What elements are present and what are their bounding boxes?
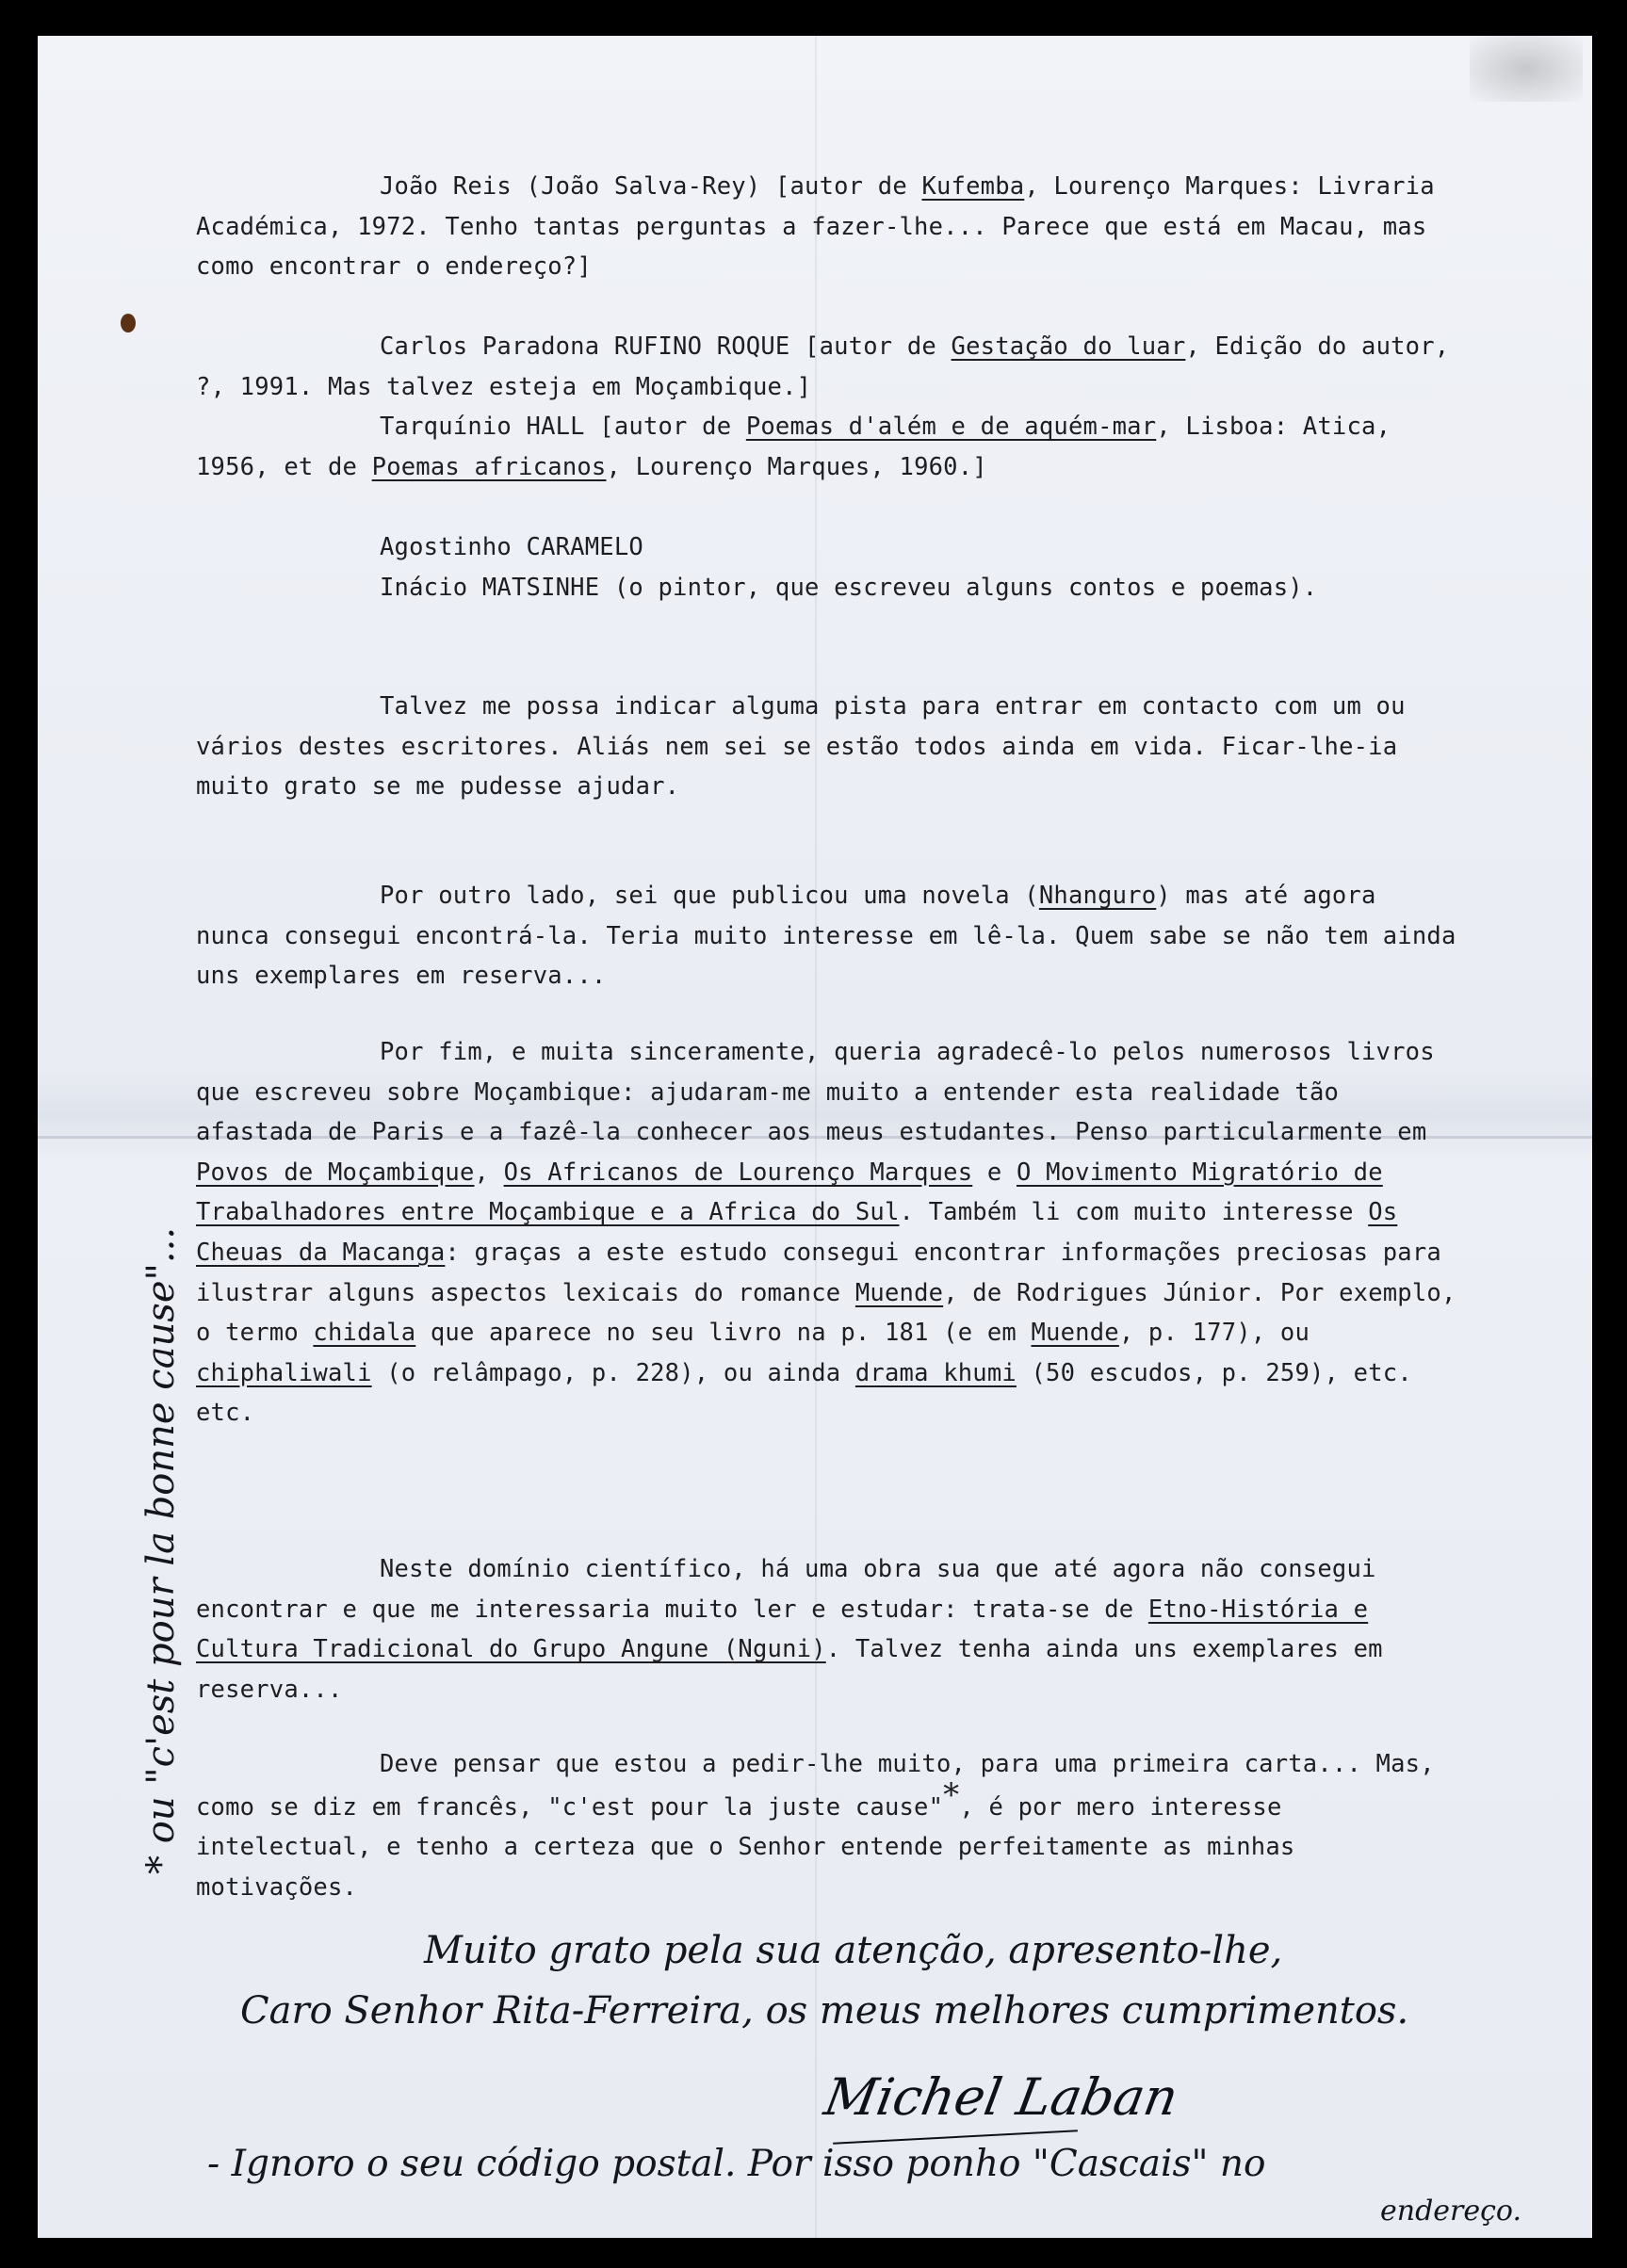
text-run: , Lourenço Marques, 1960.]: [606, 452, 987, 481]
typed-paragraph-etno-historia: [196, 1549, 1458, 1709]
book-title-kufemba: Kufemba: [921, 172, 1025, 201]
term-drama-khumi: drama khumi: [854, 1358, 1017, 1387]
typed-paragraph-rufino-roque: [196, 327, 1458, 407]
book-title-etno-historia: Etno-História e Cultura Tradicional do Grupo Angune (Nguni): [196, 1595, 1369, 1664]
text-run: e: [972, 1158, 1017, 1187]
handwritten-closing-line-2: Caro Senhor Rita-Ferreira, os meus melhores cumprimentos.: [240, 1989, 1409, 2033]
typed-paragraph-nhanguro: [196, 876, 1458, 996]
text-run: (50 escudos, p. 259), etc. etc.: [196, 1358, 1412, 1428]
text-run: Talvez me possa indicar alguma pista para entrar em contacto com um ou vários destes escritores. Aliás nem sei se estão todos ainda em vida. Ficar-lhe-ia muito grato se me pudesse ajudar.: [196, 692, 1406, 802]
book-title-povos: Povos de Moçambique: [196, 1158, 475, 1187]
text-run: Carlos Paradona RUFINO ROQUE [autor de: [380, 332, 952, 361]
text-run: Por outro lado, sei que publicou uma novela (: [380, 882, 1039, 910]
text-run: Inácio MATSINHE (o pintor, que escreveu alguns contos e poemas).: [380, 574, 1318, 602]
handwritten-postscript-line-2: endereço.: [1380, 2195, 1521, 2228]
book-title-africanos-lm: Os Africanos de Lourenço Marques: [503, 1158, 973, 1187]
text-run: Agostinho CARAMELO: [380, 533, 643, 561]
book-title-cheuas: Os Cheuas da Macanga: [196, 1198, 1398, 1267]
text-run: João Reis (João Salva-Rey) [autor de: [380, 172, 922, 201]
handwritten-closing-line-1: Muito grato pela sua atenção, apresento-lhe,: [424, 1929, 1283, 1972]
term-chidala: chidala: [313, 1319, 416, 1348]
typed-paragraph-pista: [196, 687, 1458, 807]
text-run: ,: [474, 1158, 504, 1187]
asterisk-mark: *: [943, 1775, 960, 1814]
handwritten-postscript-line-1: - Ignoro o seu código postal. Por isso ponho "Cascais" no: [207, 2143, 1266, 2185]
book-title-movimento: O Movimento Migratório de Trabalhadores entre Moçambique e a Africa do Sul: [196, 1158, 1383, 1227]
typed-paragraph-matsinhe: [196, 568, 1458, 608]
handwritten-margin-note: * ou "c'est pour la bonne cause"...: [139, 1226, 183, 1874]
text-run: , p. 177), ou: [1118, 1319, 1310, 1348]
text-run: Por fim, e muita sinceramente, queria agradecê-lo pelos numerosos livros que escreveu sobre Moçambique: ajudaram-me muito a entender esta realidade tão afastada de Paris e a fazê-la conhecer aos meus estudantes. Penso particularmente em: [196, 1038, 1435, 1147]
text-run: , Lourenço Marques: Livraria Académica, 1972. Tenho tantas perguntas a fazer-lhe... Parece que está em Macau, mas como encontrar o endereço?]: [196, 172, 1435, 282]
text-run: que aparece no seu livro na p. 181 (e em: [415, 1319, 1032, 1348]
text-run: Tarquínio HALL [autor de: [380, 413, 746, 441]
text-run: . Talvez tenha ainda uns exemplares em reserva...: [196, 1635, 1383, 1704]
typed-paragraph-joao-reis: [196, 167, 1458, 287]
text-run: ) mas até agora nunca consegui encontrá-la. Teria muito interesse em lê-la. Quem sabe se não tem ainda uns exemplares em reserva...: [196, 882, 1456, 991]
book-title-muende-2: Muende: [1031, 1319, 1119, 1348]
text-run: : graças a este estudo consegui encontrar informações preciosas para ilustrar alguns aspectos lexicais do romance: [196, 1238, 1441, 1307]
book-title-muende: Muende: [854, 1278, 944, 1307]
text-run: , é por mero interesse intelectual, e tenho a certeza que o Senhor entende perfeitamente as minhas motivações.: [196, 1792, 1295, 1902]
book-title-poemas-africanos: Poemas africanos: [371, 452, 607, 481]
text-run: , de Rodrigues Júnior. Por exemplo, o termo: [196, 1278, 1456, 1348]
book-title-gestacao: Gestação do luar: [951, 332, 1186, 361]
text-run: . Também li com muito interesse: [899, 1198, 1369, 1227]
typed-paragraph-agradecimento: [196, 1032, 1458, 1434]
book-title-nhanguro: Nhanguro: [1038, 882, 1157, 910]
typed-paragraph-juste-cause: [196, 1744, 1458, 1907]
corner-smudge: [1470, 36, 1583, 102]
typed-paragraph-caramelo: [196, 527, 1458, 568]
text-run: , Edição do autor, ?, 1991. Mas talvez esteja em Moçambique.]: [196, 332, 1450, 401]
typed-paragraph-tarquinio-hall: [196, 407, 1458, 487]
text-run: Deve pensar que estou a pedir-lhe muito, para uma primeira carta... Mas, como se diz em francês, "c'est pour la juste cause": [196, 1750, 1435, 1822]
text-run: (o relâmpago, p. 228), ou ainda: [371, 1358, 855, 1387]
text-run: Neste domínio científico, há uma obra sua que até agora não consegui encontrar e que me interessaria muito ler e estudar: trata-se de: [196, 1555, 1376, 1624]
book-title-poemas-alem: Poemas d'além e de aquém-mar: [745, 413, 1157, 441]
text-run: , Lisboa: Atica, 1956, et de: [196, 413, 1391, 481]
ink-stain: [121, 314, 136, 332]
signature: Michel Laban: [820, 2067, 1183, 2127]
term-chiphaliwali: chiphaliwali: [196, 1358, 372, 1387]
